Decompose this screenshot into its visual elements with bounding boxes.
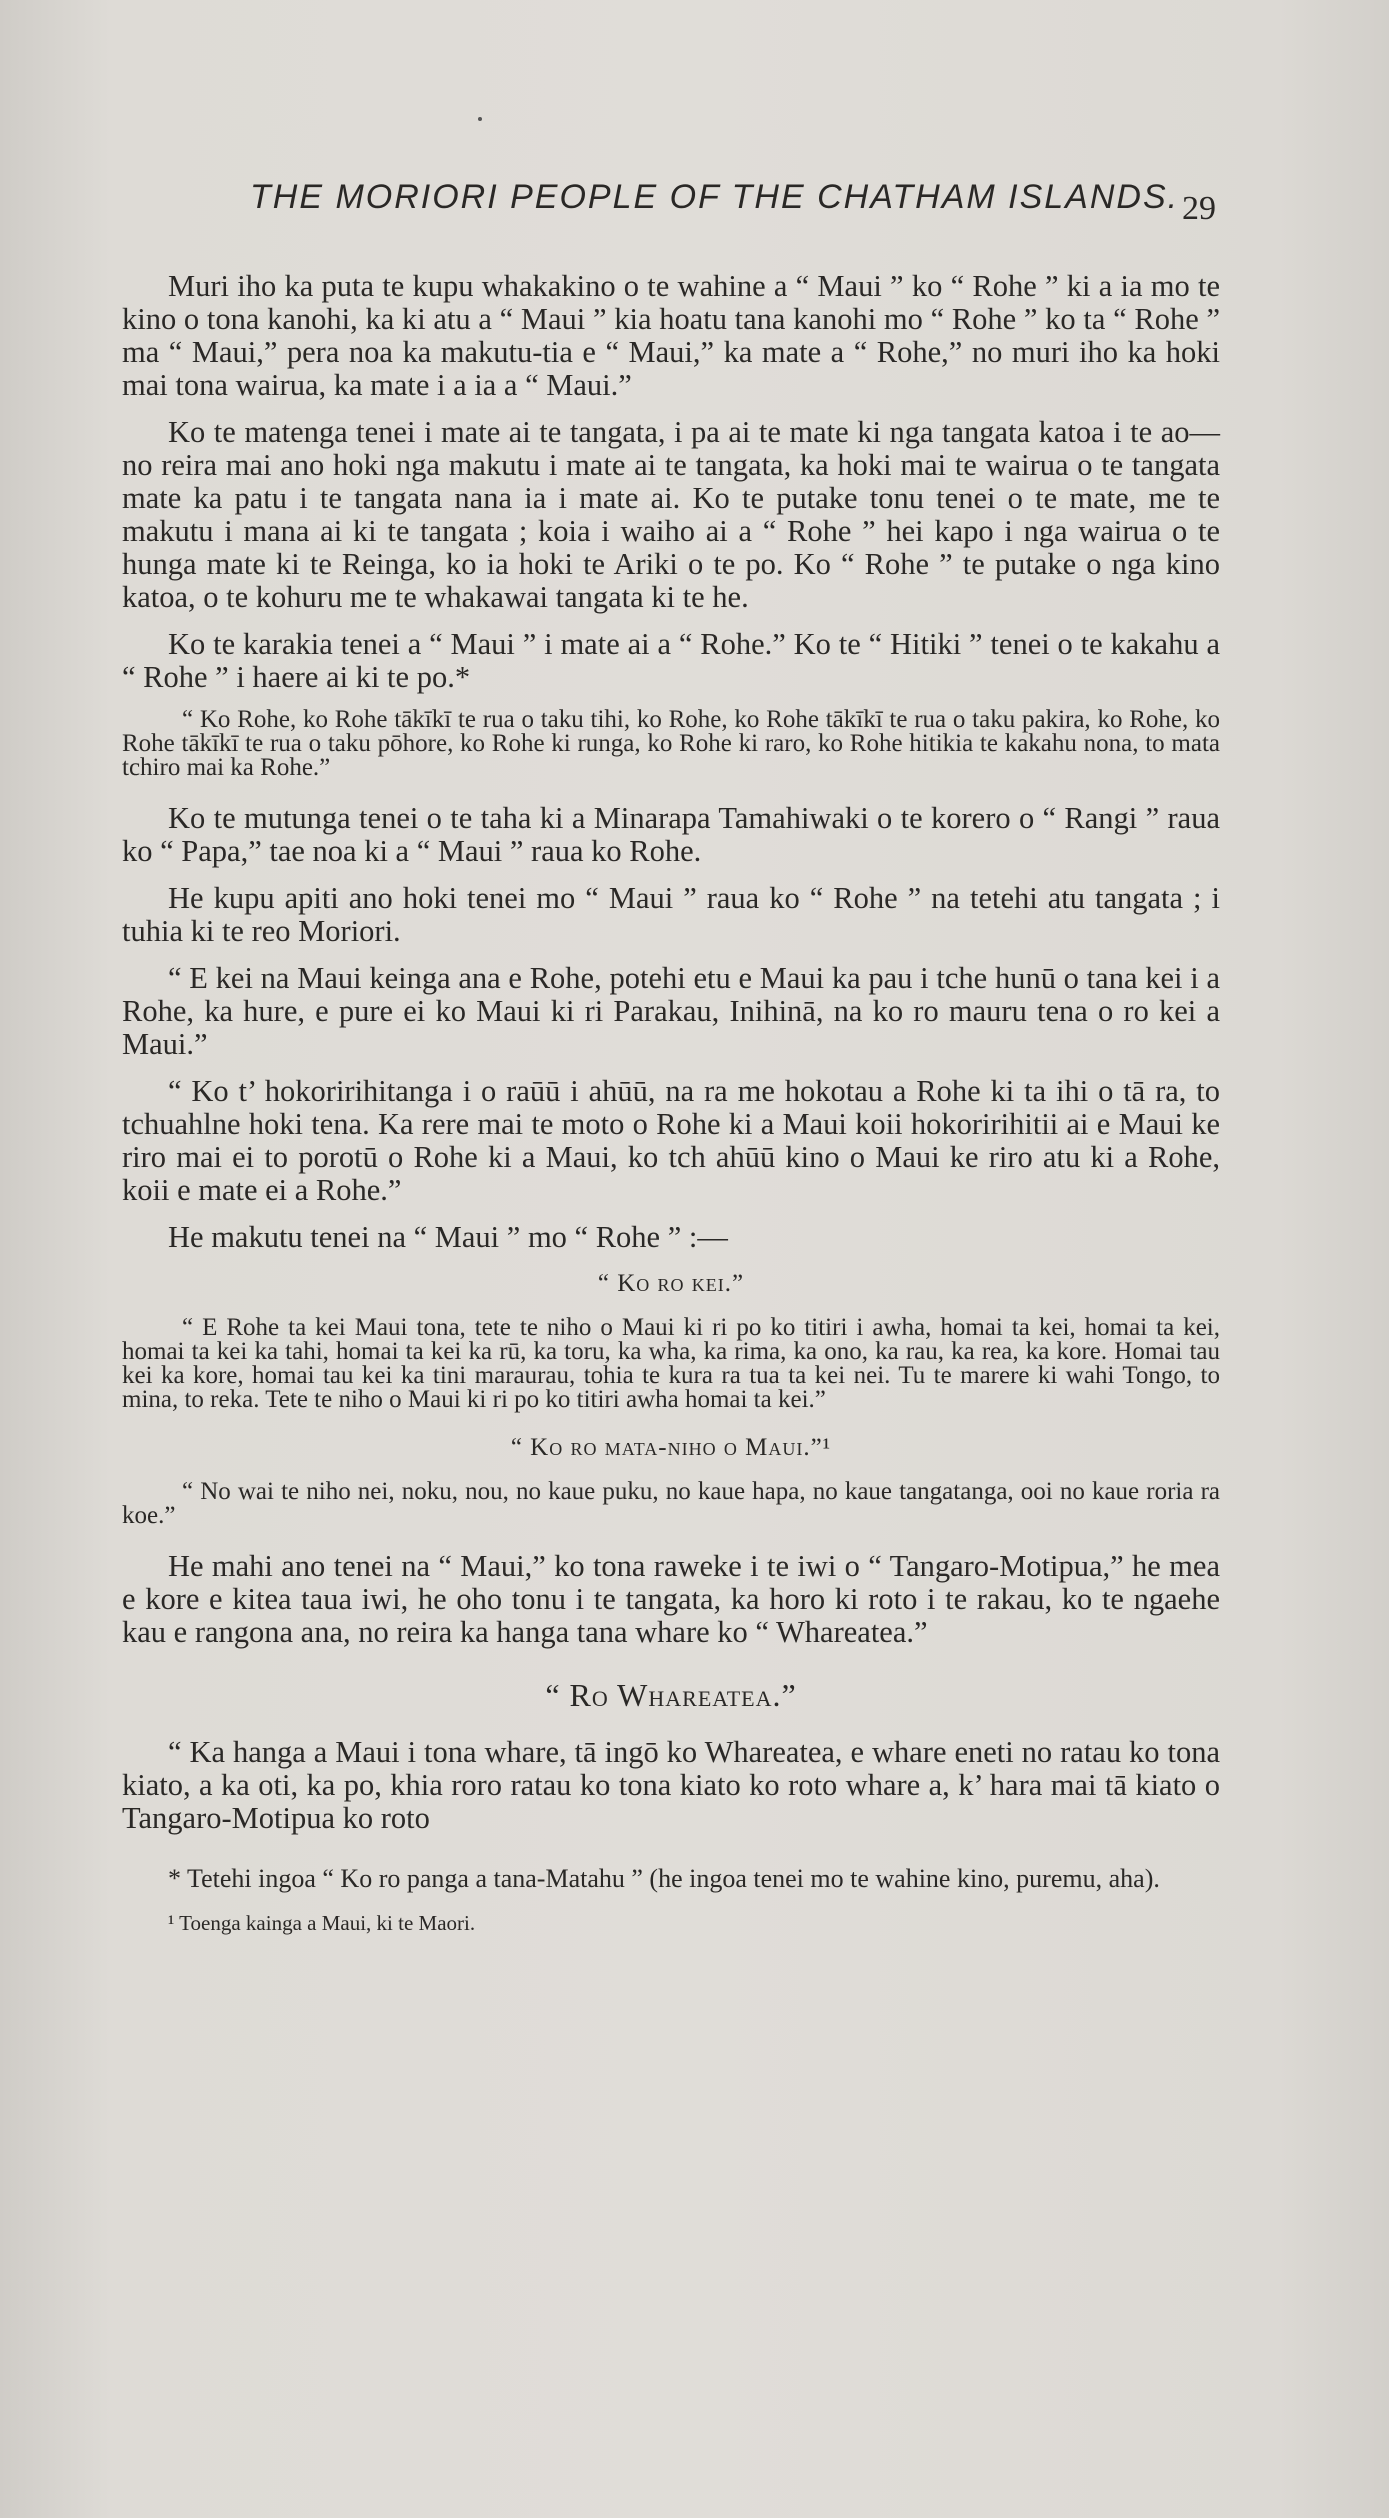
paragraph: “ Ka hanga a Maui i tona whare, tā ingō ko Whareatea, e whare eneti no ratau ko tona kiato, a ka oti, ka po, khia roro ratau ko tona kiato ko roto whare a, k’ hara mai tā kiato o Tangaro-Motipua ko roto (122, 1735, 1220, 1835)
section-heading: “ Ko ro kei.” (597, 1270, 745, 1297)
footnote-one: ¹ Toenga kainga a Maui, ki te Maori. (168, 1911, 476, 1935)
ink-speck (478, 117, 482, 121)
chant-quote: “ E Rohe ta kei Maui tona, tete te niho o Maui ki ri po ko titiri i awha, homai ta kei, homai ta kei, homai ta kei ka tahi, homai ta kei ka rū, ka toru, ka wha, ka rima, ka ono, ka rau, ka rea, ka kore. Homai tau kei ka kore, homai tau kei ka tini maraurau, tohia te kura ra tua ta kei nei. Tu te marere ki wahi Tongo, to mina, to reka. Tete te niho o Maui ki ri po ko titiri awha homai ta kei.” (122, 1314, 1220, 1413)
paragraph: Ko te mutunga tenei o te taha ki a Minarapa Tamahiwaki o te korero o “ Rangi ” raua ko “ Papa,” tae noa ki a “ Maui ” raua ko Rohe. (122, 801, 1220, 868)
karakia-quote: “ Ko Rohe, ko Rohe tākīkī te rua o taku tihi, ko Rohe, ko Rohe tākīkī te rua o taku pakira, ko Rohe, ko Rohe tākīkī te rua o taku pōhore, ko Rohe ki runga, ko Rohe ki raro, ko Rohe hitikia te kakahu nona, to mata tchiro mai ka Rohe.” (122, 706, 1220, 781)
footnote-star: * Tetehi ingoa “ Ko ro panga a tana-Matahu ” (he ingoa tenei mo te wahine kino, puremu, aha). (168, 1864, 1160, 1893)
paragraph: “ E kei na Maui keinga ana e Rohe, potehi etu e Maui ka pau i tche hunū o tana kei i a Rohe, ka hure, e pure ei ko Maui ki ri Parakau, Inihinā, na ko ro mauru tena o ro kei a Maui.” (122, 961, 1220, 1061)
paragraph: “ Ko t’ hokoririhitanga i o raūū i ahūū, na ra me hokotau a Rohe ki ta ihi o tā ra, to tchuahlne hoki tena. Ka rere mai te moto o Rohe ki a Maui koii hokoririhitii ai e Maui ke riro mai ei to porotū o Rohe ki a Maui, ko tch ahūū kino o Maui ke riro atu ki a Rohe, koii e mate ei a Rohe.” (122, 1074, 1220, 1207)
paragraph: He mahi ano tenei na “ Maui,” ko tona raweke i te iwi o “ Tangaro-Motipua,” he mea e kore e kitea taua iwi, he oho tonu i te tangata, ka horo ki roto i te rakau, ko te ngaehe kau e rangona ana, no reira ka hanga tana whare ko “ Whareatea.” (122, 1549, 1220, 1649)
running-header: THE MORIORI PEOPLE OF THE CHATHAM ISLANDS. (250, 178, 1180, 216)
page-body (122, 270, 1220, 1935)
section-heading-large: “ Ro Whareatea.” (545, 1677, 797, 1713)
section-heading: “ Ko ro mata-niho o Maui.”¹ (510, 1434, 832, 1461)
paragraph: He makutu tenei na “ Maui ” mo “ Rohe ” :— (168, 1220, 728, 1254)
chant-quote: “ No wai te niho nei, noku, nou, no kaue puku, no kaue hapa, no kaue tangatanga, ooi no kaue roria ra koe.” (122, 1478, 1220, 1529)
paragraph: He kupu apiti ano hoki tenei mo “ Maui ” raua ko “ Rohe ” na tetehi atu tangata ; i tuhia ki te reo Moriori. (122, 881, 1220, 948)
paragraph: Ko te karakia tenei a “ Maui ” i mate ai a “ Rohe.” Ko te “ Hitiki ” tenei o te kakahu a “ Rohe ” i haere ai ki te po.* (122, 627, 1220, 694)
page-number: 29 (1182, 190, 1216, 227)
paragraph: Ko te matenga tenei i mate ai te tangata, i pa ai te mate ki nga tangata katoa i te ao—no reira mai ano hoki nga makutu i mate ai te tangata, ka hoki mai te wairua o te tangata mate ka patu i te tangata nana ia i mate ai. Ko te putake tonu tenei o te mate, me te makutu i mana ai ki te tangata ; koia i waiho ai a “ Rohe ” hei kapo i nga wairua o te hunga mate ki te Reinga, ko ia hoki te Ariki o te po. Ko “ Rohe ” te putake o nga kino katoa, o te kohuru me te whakawai tangata ki te he. (122, 415, 1220, 614)
paragraph: Muri iho ka puta te kupu whakakino o te wahine a “ Maui ” ko “ Rohe ” ki a ia mo te kino o tona kanohi, ka ki atu a “ Maui ” kia hoatu tana kanohi mo “ Rohe ” ko ta “ Rohe ” ma “ Maui,” pera noa ka makutu-tia e “ Maui,” ka mate a “ Rohe,” no muri iho ka hoki mai tona wairua, ka mate i a ia a “ Maui.” (122, 269, 1220, 402)
